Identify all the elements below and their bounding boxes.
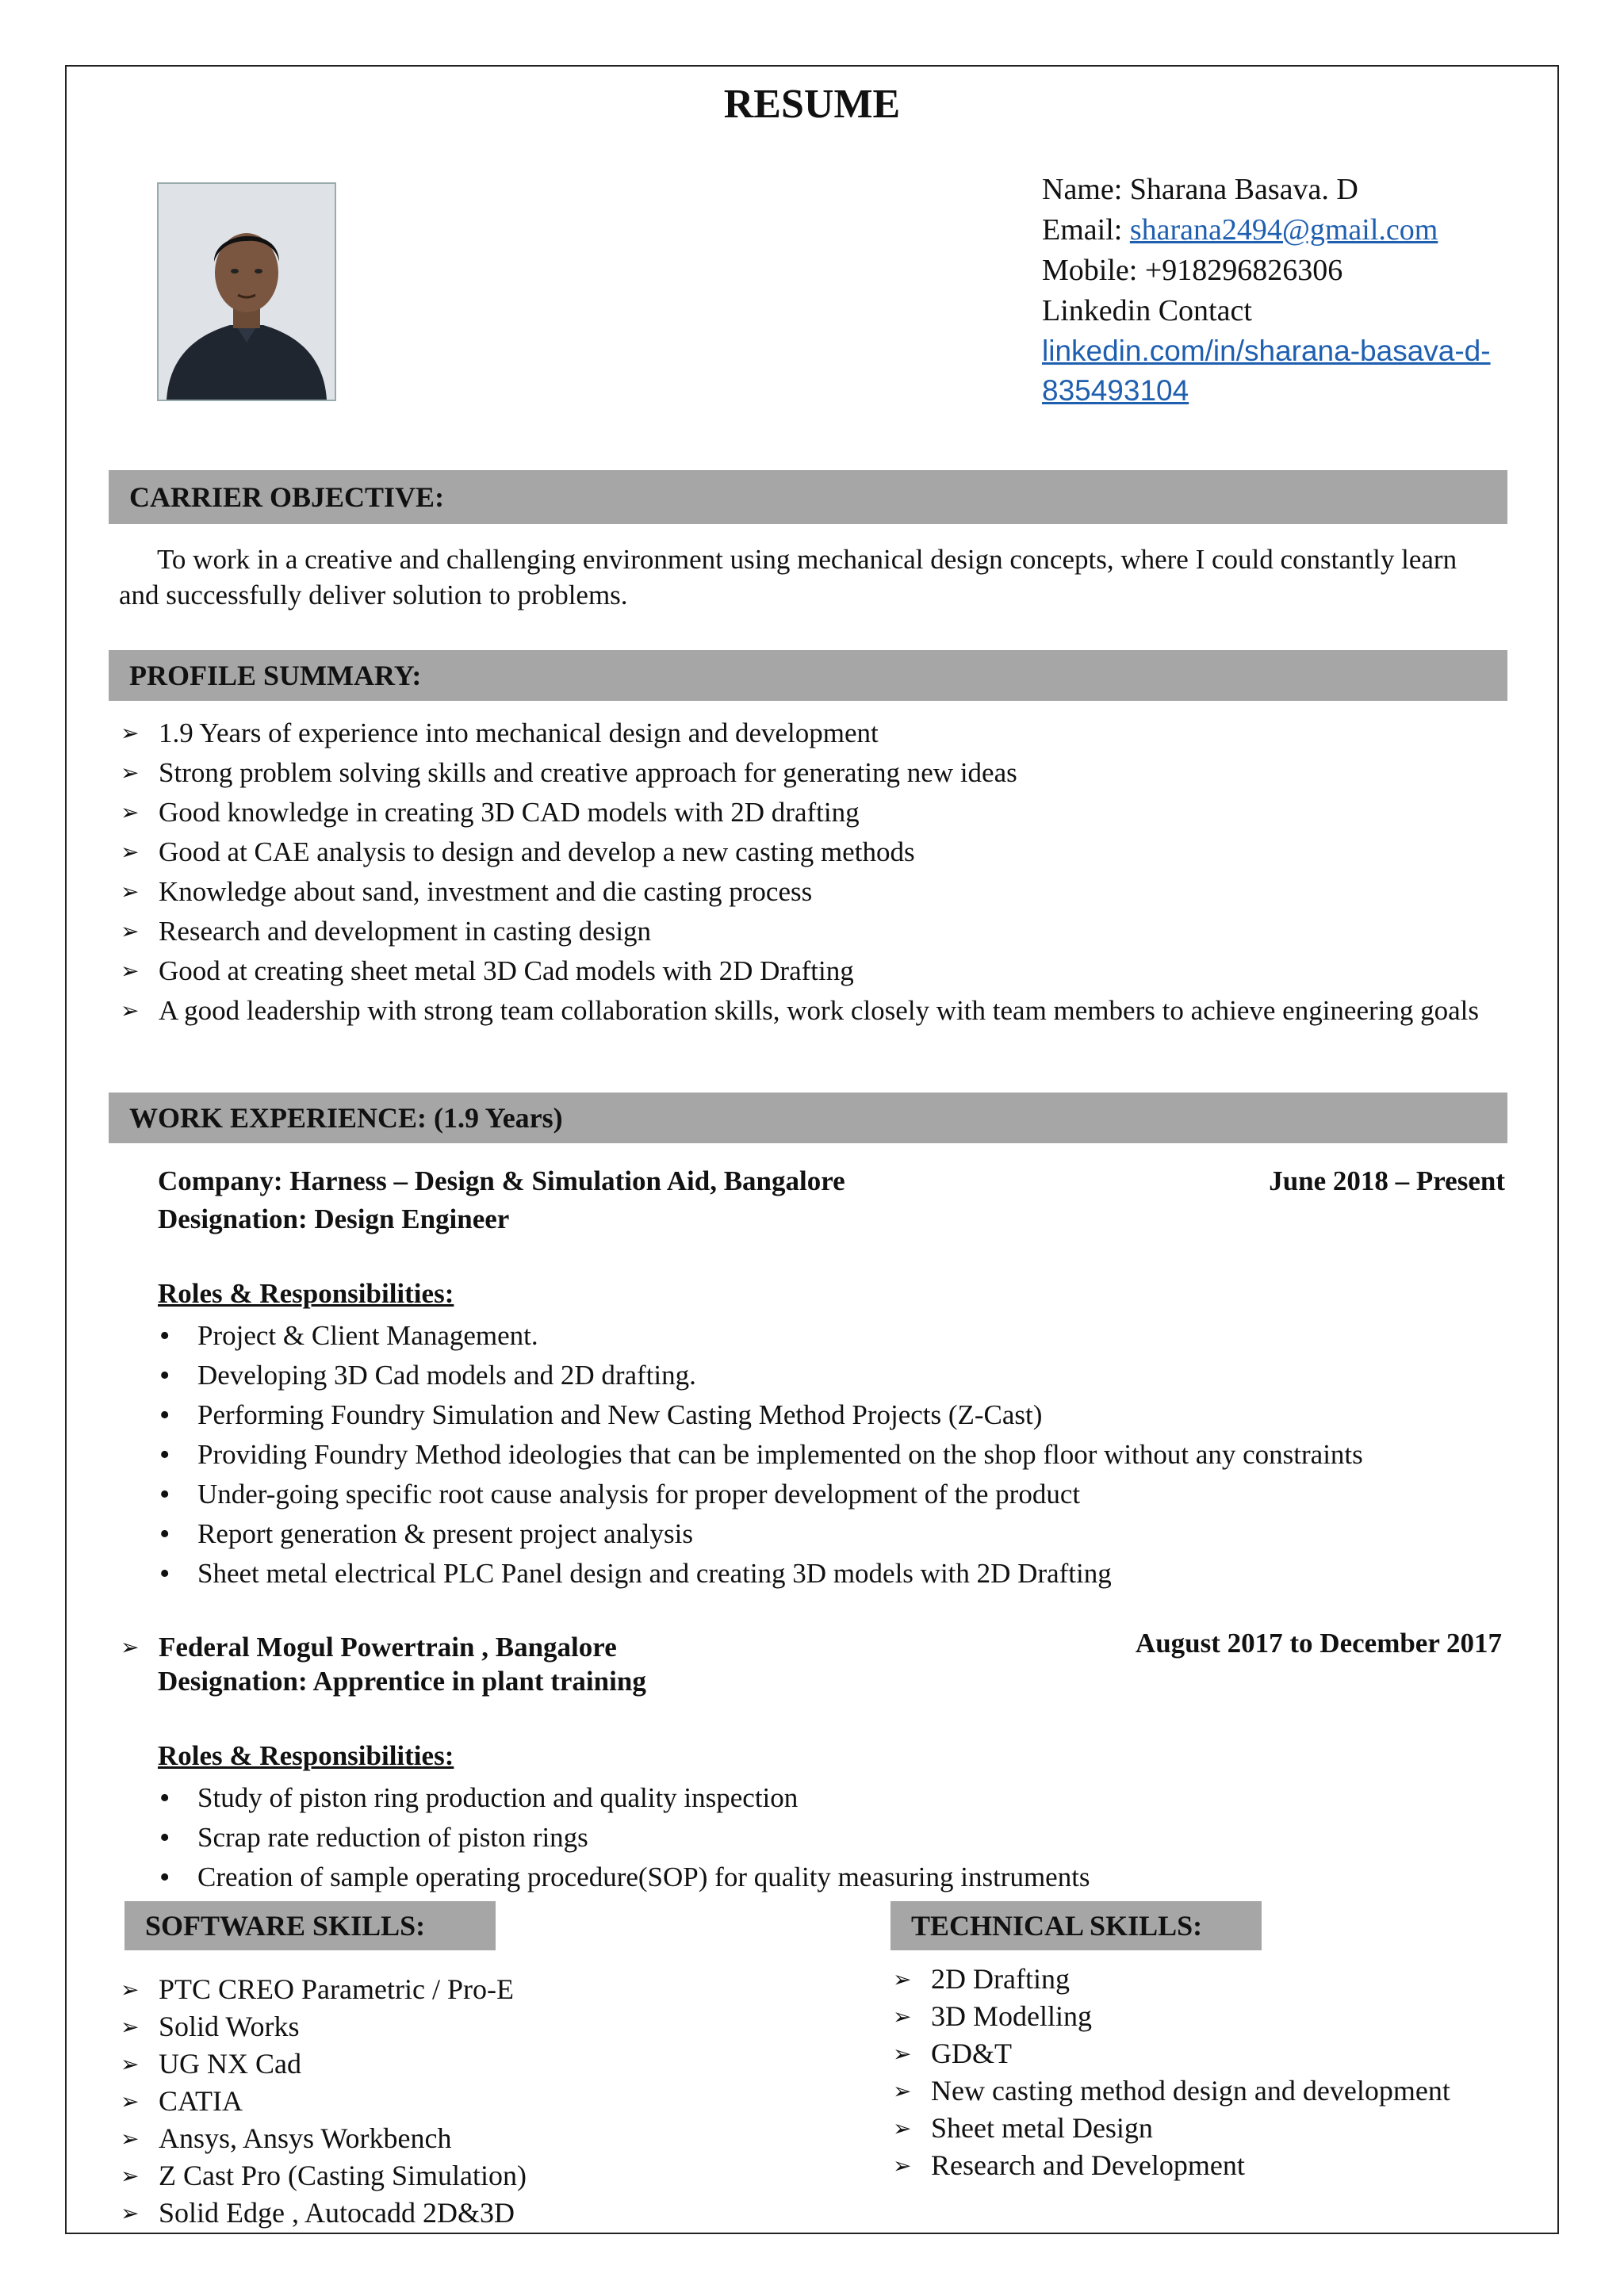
linkedin-label: Linkedin Contact: [1042, 294, 1252, 327]
technical-item: ➢ 3D Modelling: [893, 1998, 1543, 2035]
software-item: ➢ UG NX Cad: [121, 2045, 834, 2083]
profile-heading: PROFILE SUMMARY:: [109, 650, 1507, 701]
objective-text: To work in a creative and challenging environment using mechanical design concepts, where I could constantly learn and successfully deliver solution to problems.: [119, 544, 1457, 610]
page-title: RESUME: [723, 82, 901, 127]
job1-roles-label: Roles & Responsibilities:: [158, 1278, 454, 1309]
job1-role-item: • Providing Foundry Method ideologies that can be implemented on the shop floor without any constraints: [158, 1435, 1522, 1475]
technical-list: [893, 1961, 1543, 2184]
job2-company-row: [121, 1628, 617, 1667]
person-photo-icon: [159, 184, 335, 400]
technical-item: ➢ Research and Development: [893, 2147, 1543, 2184]
job1-dates: June 2018 – Present: [1269, 1165, 1505, 1196]
email-label: Email:: [1042, 213, 1130, 247]
technical-item: ➢ Sheet metal Design: [893, 2110, 1543, 2147]
contact-email-row: [1042, 210, 1491, 251]
job2-dates: August 2017 to December 2017: [1135, 1628, 1502, 1659]
profile-item: ➢ A good leadership with strong team collaboration skills, work closely with team members to achieve engineering goals: [121, 991, 1500, 1031]
technical-item: ➢ 2D Drafting: [893, 1961, 1543, 1998]
contact-block: [1042, 170, 1491, 411]
job1-role-item: • Project & Client Management.: [158, 1316, 1522, 1356]
job1-role-item: • Report generation & present project analysis: [158, 1514, 1522, 1554]
objective-heading: CARRIER OBJECTIVE:: [109, 470, 1507, 524]
profile-item: ➢ Good at CAE analysis to design and develop a new casting methods: [121, 832, 1500, 872]
profile-item: ➢ Strong problem solving skills and creative approach for generating new ideas: [121, 753, 1500, 793]
software-item: ➢ Solid Edge , Autocadd 2D&3D: [121, 2195, 834, 2232]
profile-item: ➢ Research and development in casting design: [121, 912, 1500, 951]
job1-role-item: • Under-going specific root cause analysis for proper development of the product: [158, 1475, 1522, 1514]
job1-company: Company: Harness – Design & Simulation Aid, Bangalore: [158, 1165, 845, 1196]
software-item: ➢ Z Cast Pro (Casting Simulation): [121, 2157, 834, 2195]
job2-role-item: • Study of piston ring production and quality inspection: [158, 1778, 1522, 1818]
profile-item: ➢ Good at creating sheet metal 3D Cad models with 2D Drafting: [121, 951, 1500, 991]
experience-heading: WORK EXPERIENCE: (1.9 Years): [109, 1093, 1507, 1143]
profile-item: ➢ 1.9 Years of experience into mechanical design and development: [121, 714, 1500, 753]
contact-mobile: Mobile: +918296826306: [1042, 254, 1343, 287]
software-item: ➢ Ansys, Ansys Workbench: [121, 2120, 834, 2157]
software-heading: SOFTWARE SKILLS:: [124, 1901, 496, 1950]
job1-role-item: • Performing Foundry Simulation and New Casting Method Projects (Z-Cast): [158, 1395, 1522, 1435]
job2-role-item: • Creation of sample operating procedure(SOP) for quality measuring instruments: [158, 1858, 1522, 1897]
technical-item: ➢ New casting method design and development: [893, 2072, 1543, 2110]
email-link[interactable]: sharana2494@gmail.com: [1129, 213, 1438, 247]
software-item: ➢ CATIA: [121, 2083, 834, 2120]
technical-heading: TECHNICAL SKILLS:: [891, 1901, 1262, 1950]
contact-name: Name: Sharana Basava. D: [1042, 173, 1358, 206]
linkedin-link-line1[interactable]: linkedin.com/in/sharana-basava-d-: [1042, 335, 1491, 367]
job1-roles-list: [158, 1316, 1522, 1594]
job2-designation: Designation: Apprentice in plant training: [158, 1666, 646, 1697]
job1-role-item: • Sheet metal electrical PLC Panel design and creating 3D models with 2D Drafting: [158, 1554, 1522, 1594]
software-item: ➢ Solid Works: [121, 2008, 834, 2045]
linkedin-link-line2[interactable]: 835493104: [1042, 374, 1189, 407]
job2-company: ➢ Federal Mogul Powertrain , Bangalore: [121, 1628, 617, 1667]
job2-roles-list: [158, 1778, 1522, 1897]
profile-item: ➢ Good knowledge in creating 3D CAD models with 2D drafting: [121, 793, 1500, 832]
job2-role-item: • Scrap rate reduction of piston rings: [158, 1818, 1522, 1858]
profile-list: [121, 714, 1500, 1031]
software-item: ➢ PTC CREO Parametric / Pro-E: [121, 1971, 834, 2008]
job1-role-item: • Developing 3D Cad models and 2D drafting.: [158, 1356, 1522, 1395]
profile-photo: [157, 182, 336, 401]
profile-item: ➢ Knowledge about sand, investment and die casting process: [121, 872, 1500, 912]
job2-roles-label: Roles & Responsibilities:: [158, 1740, 454, 1771]
software-list: [121, 1971, 834, 2232]
job1-designation: Designation: Design Engineer: [158, 1203, 510, 1234]
technical-item: ➢ GD&T: [893, 2035, 1543, 2072]
